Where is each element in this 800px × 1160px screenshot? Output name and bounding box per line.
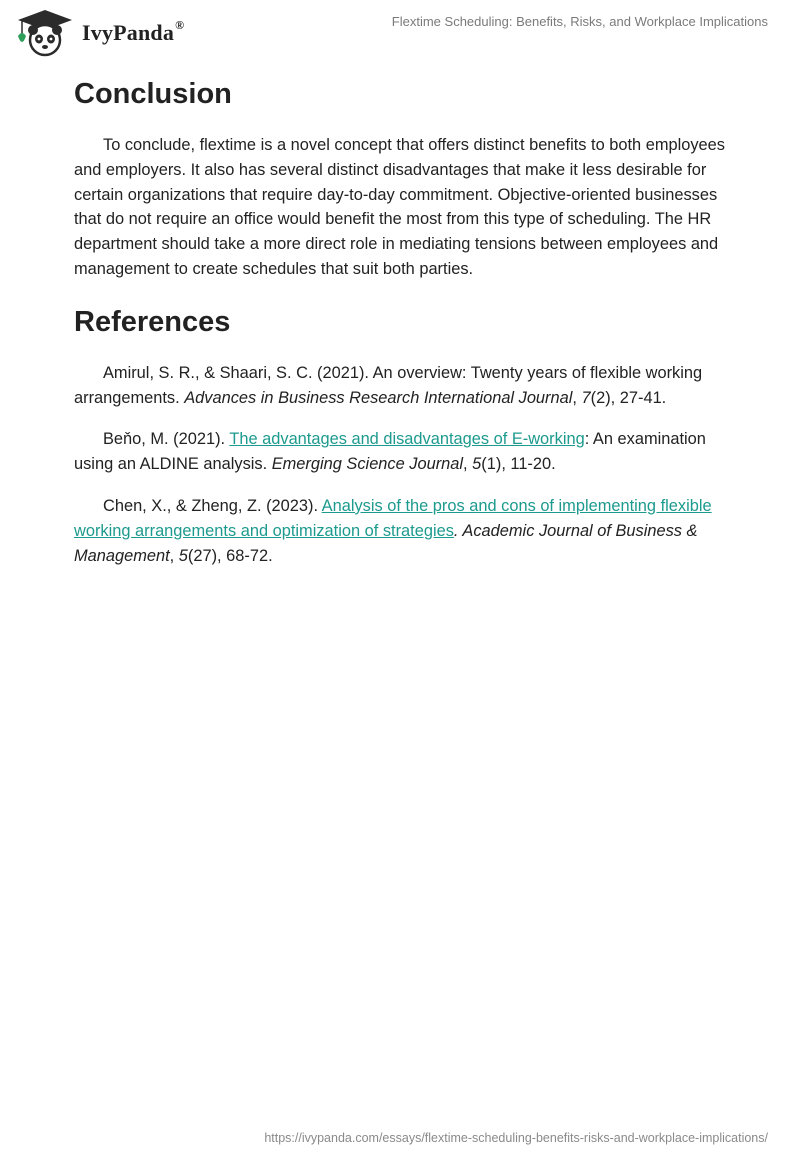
reference-item: Chen, X., & Zheng, Z. (2023). Analysis of the pros and cons of implementing flexible working arrangements and optimization of strategies. Academic Journal of Business & Management, 5(27), 68-72.	[74, 496, 712, 565]
panda-graduate-icon	[14, 8, 76, 58]
conclusion-heading: Conclusion	[74, 78, 232, 110]
ivypanda-logo[interactable]	[14, 8, 184, 58]
reference-link[interactable]: Analysis of the pros and cons of implementing flexible working arrangements and optimization of strategies	[74, 496, 712, 540]
document-title: Flextime Scheduling: Benefits, Risks, and Workplace Implications	[391, 14, 768, 29]
reference-item: Beňo, M. (2021). The advantages and disadvantages of E-working: An examination using an ALDINE analysis. Emerging Science Journal, 5(1), 11-20.	[74, 430, 706, 474]
document-body	[74, 70, 728, 568]
reference-link[interactable]: The advantages and disadvantages of E-working	[229, 430, 585, 449]
footer-url[interactable]: https://ivypanda.com/essays/flextime-scheduling-benefits-risks-and-workplace-implications/	[264, 1131, 768, 1145]
references-heading: References	[74, 305, 231, 338]
conclusion-paragraph: To conclude, flextime is a novel concept that offers distinct benefits to both employees and employers. It also has several distinct disadvantages that make it less desirable for certain organizations that require day-to-day commitment. Objective-oriented businesses that do not require an office would benefit the most from this type of scheduling. The HR department should take a more direct role in mediating tensions between employees and management to create schedules that suit both parties.	[74, 136, 725, 278]
reference-item: Amirul, S. R., & Shaari, S. C. (2021). An overview: Twenty years of flexible working arrangements. Advances in Business Research International Journal, 7(2), 27-41.	[74, 363, 703, 407]
brand-name: IvyPanda®	[82, 18, 185, 45]
